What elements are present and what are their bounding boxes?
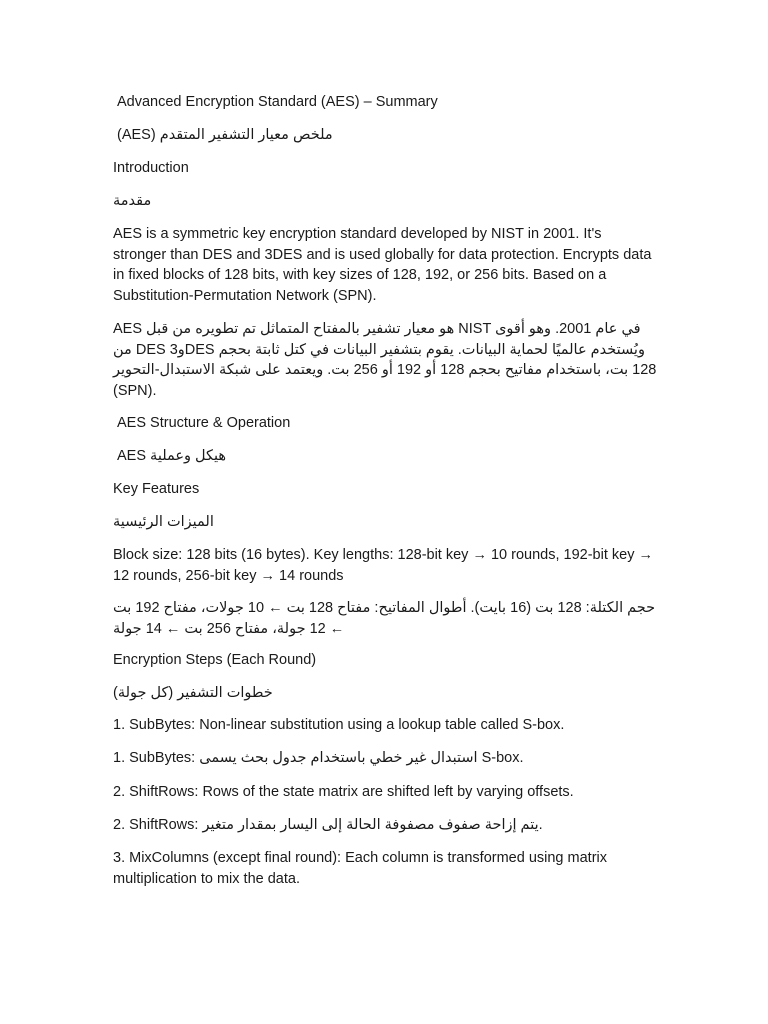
encryption-steps-heading: Encryption Steps (Each Round): [113, 652, 317, 668]
structure-heading-arabic: هيكل وعملية AES: [117, 448, 227, 464]
document-title: Advanced Encryption Standard (AES) – Summary: [117, 94, 438, 110]
key-features-paragraph-arabic: حجم الكتلة: 128 بت (16 بايت). أطوال المفاتيح: مفتاح 128 بت ← 10 جولات، مفتاح 192 بت ← 12 جولة، مفتاح 256 بت ← 14 جولة: [113, 600, 656, 637]
key-features-heading: Key Features: [113, 481, 200, 497]
encryption-steps-heading-arabic: خطوات التشفير (كل جولة): [113, 685, 273, 701]
document-title-arabic: ملخص معيار التشفير المتقدم (AES): [117, 127, 333, 143]
step-mixcolumns: 3. MixColumns (except final round): Each column is transformed using matrix multiplication to mix the data.: [113, 850, 607, 887]
key-features-heading-arabic: الميزات الرئيسية: [113, 514, 214, 530]
step-shiftrows-arabic: 2. ShiftRows: يتم إزاحة صفوف مصفوفة الحالة إلى اليسار بمقدار متغير.: [113, 817, 543, 833]
key-features-paragraph: Block size: 128 bits (16 bytes). Key lengths: 128-bit key → 10 rounds, 192-bit key → 12 rounds, 256-bit key → 14 rounds: [113, 547, 653, 584]
step-shiftrows: 2. ShiftRows: Rows of the state matrix are shifted left by varying offsets.: [113, 784, 574, 800]
step-subbytes-arabic: 1. SubBytes: استبدال غير خطي باستخدام جدول بحث يسمى S-box.: [113, 750, 524, 766]
introduction-paragraph: AES is a symmetric key encryption standard developed by NIST in 2001. It's stronger than DES and 3DES and is used globally for data protection. Encrypts data in fixed blocks of 128 bits, with key sizes of 128, 192, or 256 bits. Based on a Substitution-Permutation Network (SPN).: [113, 226, 652, 304]
introduction-heading: Introduction: [113, 160, 189, 176]
introduction-heading-arabic: مقدمة: [113, 193, 152, 209]
structure-heading: AES Structure & Operation: [117, 415, 291, 431]
introduction-paragraph-arabic: AES هو معيار تشفير بالمفتاح المتماثل تم تطويره من قبل NIST في عام 2001. وهو أقوى من DES و3DES ويُستخدم عالميًا لحماية البيانات. يقوم بتشفير البيانات في كتل ثابتة بحجم 128 بت، باستخدام مفاتيح بحجم 128 أو 192 أو 256 بت. ويعتمد على شبكة الاستبدال-التحوير (SPN).: [113, 321, 657, 399]
step-subbytes: 1. SubBytes: Non-linear substitution using a lookup table called S-box.: [113, 717, 565, 733]
